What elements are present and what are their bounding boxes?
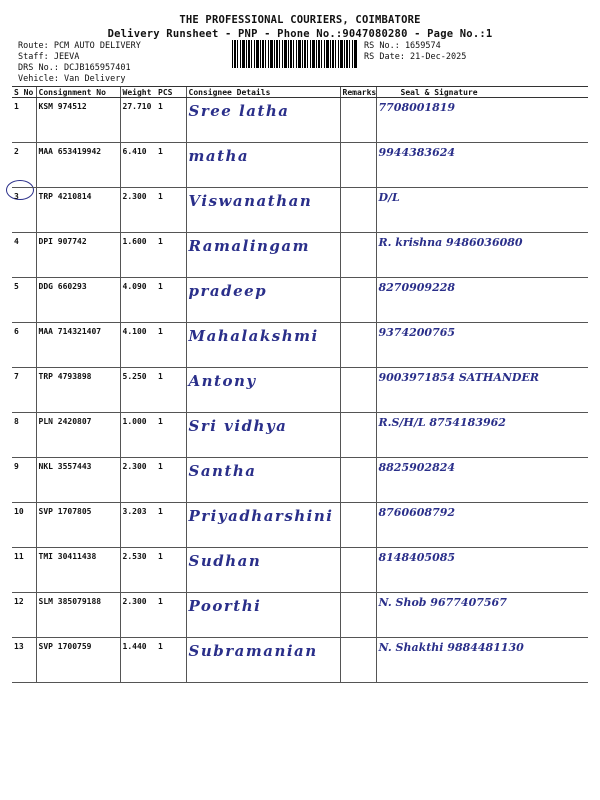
row-remarks [340,233,376,278]
row-remarks [340,458,376,503]
barcode-image [232,40,357,68]
row-consignee-handwritten: Sree latha [186,98,340,143]
row-remarks [340,278,376,323]
row-sno: 4 [12,233,36,278]
row-pcs: 1 [156,548,186,593]
row-remarks [340,323,376,368]
row-sno: 11 [12,548,36,593]
row-consignment-number: DPI 907742 [36,233,120,278]
table-row [12,503,588,548]
row-weight: 4.090 [120,278,156,323]
table-row [12,368,588,413]
row-consignee-handwritten: Subramanian [186,638,340,683]
row-remarks [340,638,376,683]
row-sno: 7 [12,368,36,413]
table-row [12,323,588,368]
row-sno: 6 [12,323,36,368]
table-row [12,593,588,638]
row-weight: 2.300 [120,188,156,233]
row-seal-signature: 9003971854 SATHANDER [376,368,588,413]
table-row [12,458,588,503]
row-pcs: 1 [156,593,186,638]
row-consignment-number: MAA 653419942 [36,143,120,188]
row-weight: 27.710 [120,98,156,143]
row-weight: 5.250 [120,368,156,413]
runsheet-title: Delivery Runsheet - PNP - Phone No.:9047080280 - Page No.:1 [107,28,493,40]
row-pcs: 1 [156,188,186,233]
row-sno: 1 [12,98,36,143]
runsheet-meta-right [364,41,466,63]
row-sno: 13 [12,638,36,683]
row-remarks [340,98,376,143]
row-consignment-number: TMI 30411438 [36,548,120,593]
row-remarks [340,593,376,638]
row-seal-signature: R. krishna 9486036080 [376,233,588,278]
row-consignee-handwritten: Priyadharshini [186,503,340,548]
row-seal-signature: 8270909228 [376,278,588,323]
row-consignee-handwritten: matha [186,143,340,188]
row-consignee-handwritten: Sudhan [186,548,340,593]
row-consignment-number: KSM 974512 [36,98,120,143]
row-sno: 8 [12,413,36,458]
column-header-pcs: PCS [156,87,186,98]
rs-date: RS Date: 21-Dec-2025 [364,52,467,62]
staff-label: Staff: JEEVA [18,52,80,62]
table-row [12,278,588,323]
row-pcs: 1 [156,368,186,413]
row-consignment-number: PLN 2420807 [36,413,120,458]
row-consignee-handwritten: Santha [186,458,340,503]
row-weight: 2.300 [120,593,156,638]
table-row [12,638,588,683]
row-remarks [340,548,376,593]
row-sno: 10 [12,503,36,548]
row-sno: 5 [12,278,36,323]
column-header-consignee: Consignee Details [186,87,340,98]
row-consignee-handwritten: Viswanathan [186,188,340,233]
row-pcs: 1 [156,233,186,278]
row-weight: 1.000 [120,413,156,458]
row-seal-signature: D/L [376,188,588,233]
table-row [12,413,588,458]
table-row [12,188,588,233]
table-header-row [12,87,588,98]
table-row [12,233,588,278]
row-remarks [340,503,376,548]
runsheet-meta-left [18,41,141,85]
delivery-table [12,86,588,683]
row-seal-signature: 9944383624 [376,143,588,188]
row-consignee-handwritten: Ramalingam [186,233,340,278]
row-weight: 3.203 [120,503,156,548]
row-pcs: 1 [156,323,186,368]
row-pcs: 1 [156,98,186,143]
row-seal-signature: N. Shob 9677407567 [376,593,588,638]
table-row [12,143,588,188]
row-seal-signature: 7708001819 [376,98,588,143]
row-consignment-number: SVP 1707805 [36,503,120,548]
column-header-weight: Weight [120,87,156,98]
row-weight: 2.300 [120,458,156,503]
row-remarks [340,368,376,413]
row-consignee-handwritten: Sri vidhya [186,413,340,458]
row-consignment-number: DDG 660293 [36,278,120,323]
row-sno: 12 [12,593,36,638]
row-seal-signature: 8148405085 [376,548,588,593]
row-consignment-number: TRP 4793898 [36,368,120,413]
route-label: Route: PCM AUTO DELIVERY [18,41,141,51]
rs-number: RS No.: 1659574 [364,41,441,51]
row-consignee-handwritten: Antony [186,368,340,413]
column-header-consignment: Consignment No [36,87,120,98]
row-weight: 1.440 [120,638,156,683]
row-seal-signature: N. Shakthi 9884481130 [376,638,588,683]
row-seal-signature: 9374200765 [376,323,588,368]
row-sno: 3 [12,188,36,233]
table-row [12,548,588,593]
row-seal-signature: 8760608792 [376,503,588,548]
row-pcs: 1 [156,278,186,323]
row-consignee-handwritten: Mahalakshmi [186,323,340,368]
vehicle-label: Vehicle: Van Delivery [18,74,126,84]
row-pcs: 1 [156,458,186,503]
row-weight: 1.600 [120,233,156,278]
row-consignment-number: SVP 1700759 [36,638,120,683]
table-body [12,98,588,683]
row-sno: 2 [12,143,36,188]
row-pcs: 1 [156,638,186,683]
company-title: THE PROFESSIONAL COURIERS, COIMBATORE [179,14,421,26]
row-weight: 6.410 [120,143,156,188]
row-pcs: 1 [156,503,186,548]
row-weight: 2.530 [120,548,156,593]
row-consignee-handwritten: pradeep [186,278,340,323]
row-weight: 4.100 [120,323,156,368]
row-seal-signature: 8825902824 [376,458,588,503]
table-row [12,98,588,143]
row-remarks [340,143,376,188]
column-header-sno: S No [12,87,36,98]
row-pcs: 1 [156,413,186,458]
row-consignment-number: NKL 3557443 [36,458,120,503]
row-remarks [340,413,376,458]
row-sno: 9 [12,458,36,503]
row-remarks [340,188,376,233]
row-pcs: 1 [156,143,186,188]
row-seal-signature: R.S/H/L 8754183962 [376,413,588,458]
row-consignee-handwritten: Poorthi [186,593,340,638]
row-consignment-number: SLM 385079188 [36,593,120,638]
column-header-seal: Seal & Signature [376,87,588,98]
row-consignment-number: TRP 4210814 [36,188,120,233]
drs-number: DRS No.: DCJB165957401 [18,63,131,73]
row-consignment-number: MAA 714321407 [36,323,120,368]
column-header-remarks: Remarks [340,87,376,98]
